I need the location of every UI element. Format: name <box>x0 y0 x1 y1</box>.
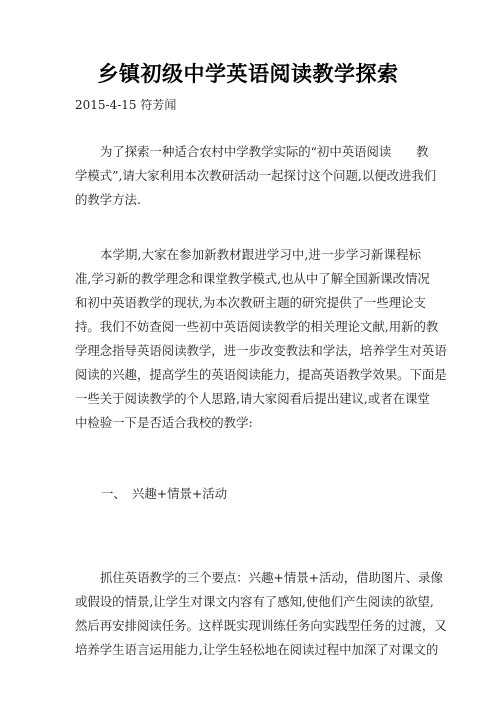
paragraph-line: 准,学习新的教学理念和课堂教学模式,也从中了解全国新课改情况 <box>75 271 430 286</box>
document-title: 乡镇初级中学英语阅读教学探索 <box>97 62 399 86</box>
paragraph-line: 培养学生语言运用能力,让学生轻松地在阅读过程中加深了对课文的 <box>75 642 439 657</box>
paragraph-semester <box>75 243 447 435</box>
paragraph-line: 中检验一下是否适合我校的教学: <box>75 415 253 430</box>
section-heading: 一、 兴趣+情景+活动 <box>101 486 228 501</box>
paragraph-line: 或假设的情景,让学生对课文内容有了感知,使他们产生阅读的欲望, <box>75 594 434 609</box>
paragraph-line: 一些关于阅读教学的个人思路,请大家阅看后提出建议,或者在课堂 <box>75 391 430 406</box>
date-author-line: 2015-4-15 符芳闻 <box>75 98 177 112</box>
paragraph-line: 学模式”,请大家利用本次教研活动一起探讨这个问题,以便改进我们 <box>75 168 437 183</box>
paragraph-section-one <box>75 566 447 662</box>
paragraph-intro <box>75 140 437 212</box>
paragraph-line: 本学期,大家在参加新教材跟进学习中,进一步学习新课程标 <box>100 247 421 262</box>
paragraph-line: 学理念指导英语阅读教学，进一步改变教法和学法，培养学生对英语 <box>75 343 447 358</box>
paragraph-line: 抓住英语教学的三个要点：兴趣+情景+活动，借助图片、录像 <box>100 570 443 585</box>
paragraph-line: 为了探索一种适合农村中学教学实际的“初中英语阅读 教 <box>100 144 429 159</box>
paragraph-line: 阅读的兴趣，提高学生的英语阅读能力，提高英语教学效果。下面是 <box>75 367 447 382</box>
paragraph-line: 持。我们不妨查阅一些初中英语阅读教学的相关理论文献,用新的教 <box>75 319 439 334</box>
paragraph-line: 和初中英语教学的现状,为本次教研主题的研究提供了一些理论支 <box>75 295 426 310</box>
paragraph-line: 然后再安排阅读任务。这样既实现训练任务向实践型任务的过渡，又 <box>75 618 447 633</box>
paragraph-line: 的教学方法. <box>75 192 141 207</box>
